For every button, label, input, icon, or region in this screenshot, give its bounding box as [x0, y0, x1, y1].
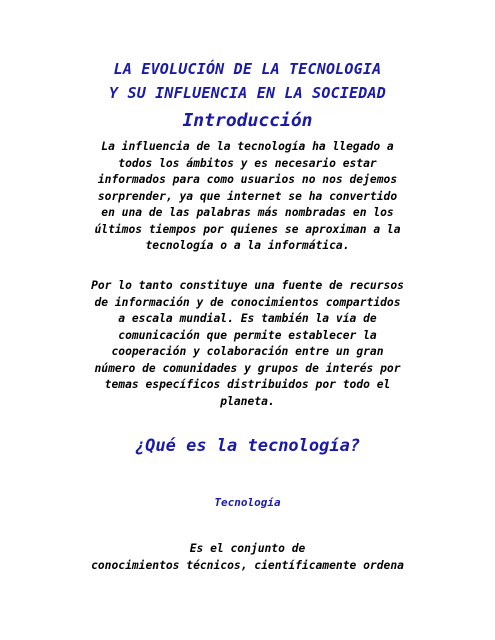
paragraph-line: informados para como usuarios no nos dejemos — [97, 173, 398, 186]
second-paragraph — [60, 278, 435, 410]
document-title — [0, 57, 495, 105]
title-line-1: LA EVOLUCIÓN DE LA TECNOLOGIA — [113, 60, 382, 78]
intro-heading: Introducción — [182, 110, 313, 131]
paragraph-line: número de comunidades y grupos de interés por — [94, 361, 401, 375]
definition-paragraph — [60, 541, 435, 574]
paragraph-line: comunicación que permite establecer la — [118, 328, 377, 342]
paragraph-line: últimos tiempos por quienes se aproximan a la — [94, 222, 401, 236]
paragraph-line: de información y de conocimientos compartidos — [94, 295, 401, 309]
paragraph-line: Es el conjunto de — [189, 542, 306, 555]
intro-paragraph — [60, 139, 435, 255]
question-heading: ¿Qué es la tecnología? — [134, 436, 361, 456]
technology-subheading: Tecnología — [214, 496, 281, 509]
paragraph-line: todos los ámbitos y es necesario estar — [118, 156, 377, 170]
paragraph-line: a escala mundial. Es también la vía de — [118, 312, 377, 325]
paragraph-line: La influencia de la tecnología ha llegado a — [101, 140, 394, 153]
paragraph-line: Por lo tanto constituye una fuente de recursos — [91, 279, 404, 292]
paragraph-line: conocimientos técnicos, científicamente ordena — [91, 558, 404, 572]
paragraph-line: temas específicos distribuidos por todo el — [104, 378, 391, 391]
paragraph-line: en una de las palabras más nombradas en los — [101, 206, 394, 219]
title-line-2: Y SU INFLUENCIA EN LA SOCIEDAD — [109, 84, 386, 102]
paragraph-line: cooperación y colaboración entre un gran — [111, 345, 384, 358]
paragraph-line: sorprender, ya que internet se ha convertido — [97, 189, 398, 203]
paragraph-line: tecnología o a la informática. — [145, 239, 350, 252]
paragraph-line: planeta. — [220, 394, 275, 408]
